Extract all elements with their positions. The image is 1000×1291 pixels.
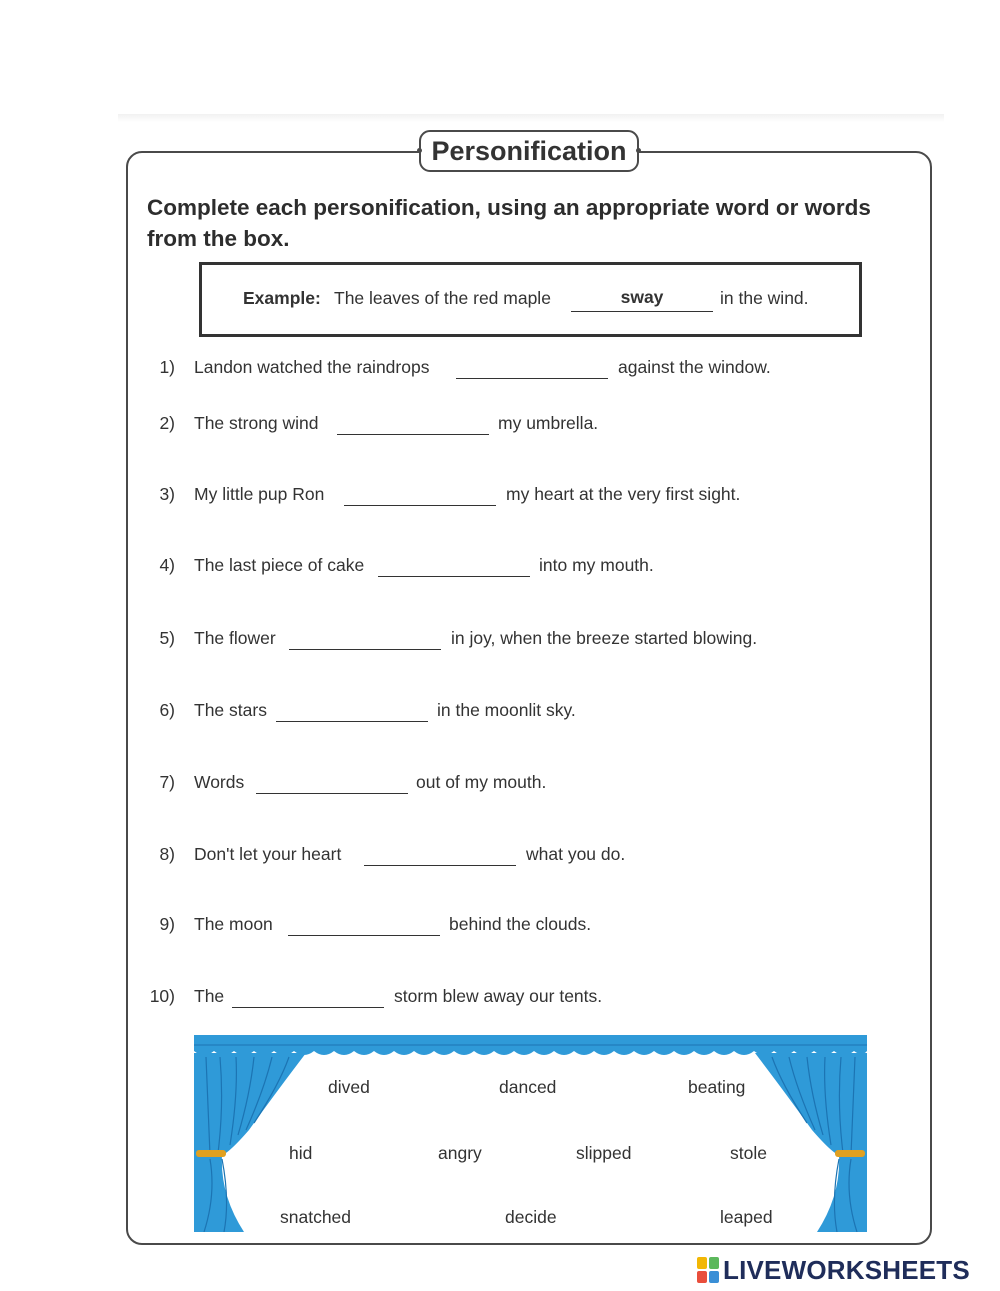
question-text-end: what you do. — [526, 844, 626, 864]
question-number: 6) — [159, 700, 175, 720]
question-text-end: against the window. — [618, 357, 771, 377]
liveworksheets-brand — [697, 1256, 970, 1284]
word-bank-item: snatched — [280, 1207, 352, 1227]
left-tieback — [196, 1150, 226, 1157]
answer-blank[interactable] — [289, 649, 441, 650]
question-6 — [0, 700, 1000, 726]
question-text-end: my heart at the very first sight. — [506, 484, 741, 504]
question-text-end: my umbrella. — [498, 413, 599, 433]
answer-blank[interactable] — [378, 576, 530, 577]
question-3 — [0, 484, 1000, 510]
word-bank-item: decide — [505, 1207, 557, 1227]
answer-blank[interactable] — [456, 378, 608, 379]
word-bank-item: leaped — [720, 1207, 773, 1227]
question-number: 2) — [159, 413, 175, 433]
page-top-shade — [118, 114, 944, 122]
question-number: 9) — [159, 914, 175, 934]
answer-blank[interactable] — [337, 434, 489, 435]
answer-blank[interactable] — [344, 505, 496, 506]
question-text-start: The strong wind — [194, 413, 319, 433]
question-5 — [0, 628, 1000, 654]
question-1 — [0, 357, 1000, 383]
question-text-end: in joy, when the breeze started blowing. — [451, 628, 758, 648]
question-text-end: behind the clouds. — [449, 914, 592, 934]
question-text-start: Don't let your heart — [194, 844, 342, 864]
instructions: Complete each personification, using an appropriate word or words from the box. — [147, 195, 871, 251]
answer-blank[interactable] — [288, 935, 440, 936]
question-text-end: in the moonlit sky. — [437, 700, 576, 720]
word-bank-item: slipped — [576, 1143, 632, 1163]
question-text-start: The flower — [194, 628, 276, 648]
example-label: Example: — [243, 288, 321, 308]
question-8 — [0, 844, 1000, 870]
question-text-start: The moon — [194, 914, 273, 934]
question-text-start: My little pup Ron — [194, 484, 325, 504]
question-text-end: out of my mouth. — [416, 772, 547, 792]
question-number: 10) — [149, 986, 175, 1006]
word-bank-item: danced — [499, 1077, 557, 1097]
word-bank-stage — [194, 1035, 867, 1232]
answer-blank[interactable] — [276, 721, 428, 722]
question-text-start: The — [194, 986, 225, 1006]
word-bank-item: dived — [328, 1077, 370, 1097]
question-9 — [0, 914, 1000, 940]
question-number: 5) — [159, 628, 175, 648]
brand-name: LIVEWORKSHEETS — [723, 1254, 970, 1285]
question-number: 4) — [159, 555, 175, 575]
question-text-end: into my mouth. — [539, 555, 654, 575]
right-tieback — [835, 1150, 865, 1157]
worksheet-title: Personification — [419, 130, 639, 172]
question-number: 7) — [159, 772, 175, 792]
question-text-start: The stars — [194, 700, 267, 720]
example-sentence-start: The leaves of the red maple — [334, 288, 551, 308]
liveworksheets-logo-icon — [697, 1257, 719, 1283]
question-4 — [0, 555, 1000, 581]
question-text-start: Landon watched the raindrops — [194, 357, 430, 377]
word-bank-item: angry — [438, 1143, 482, 1163]
question-7 — [0, 772, 1000, 798]
question-2 — [0, 413, 1000, 439]
example-sentence-end: in the wind. — [720, 288, 809, 308]
stage-curtain-illustration — [194, 1035, 867, 1232]
question-number: 1) — [159, 357, 175, 377]
question-number: 8) — [159, 844, 175, 864]
example-answer: sway — [571, 287, 713, 312]
question-number: 3) — [159, 484, 175, 504]
answer-blank[interactable] — [232, 1007, 384, 1008]
word-bank-item: beating — [688, 1077, 746, 1097]
question-text-start: The last piece of cake — [194, 555, 365, 575]
answer-blank[interactable] — [364, 865, 516, 866]
question-text-start: Words — [194, 772, 245, 792]
answer-blank[interactable] — [256, 793, 408, 794]
question-text-end: storm blew away our tents. — [394, 986, 603, 1006]
word-bank-item: stole — [730, 1143, 767, 1163]
word-bank-item: hid — [289, 1143, 313, 1163]
question-10 — [0, 986, 1000, 1012]
